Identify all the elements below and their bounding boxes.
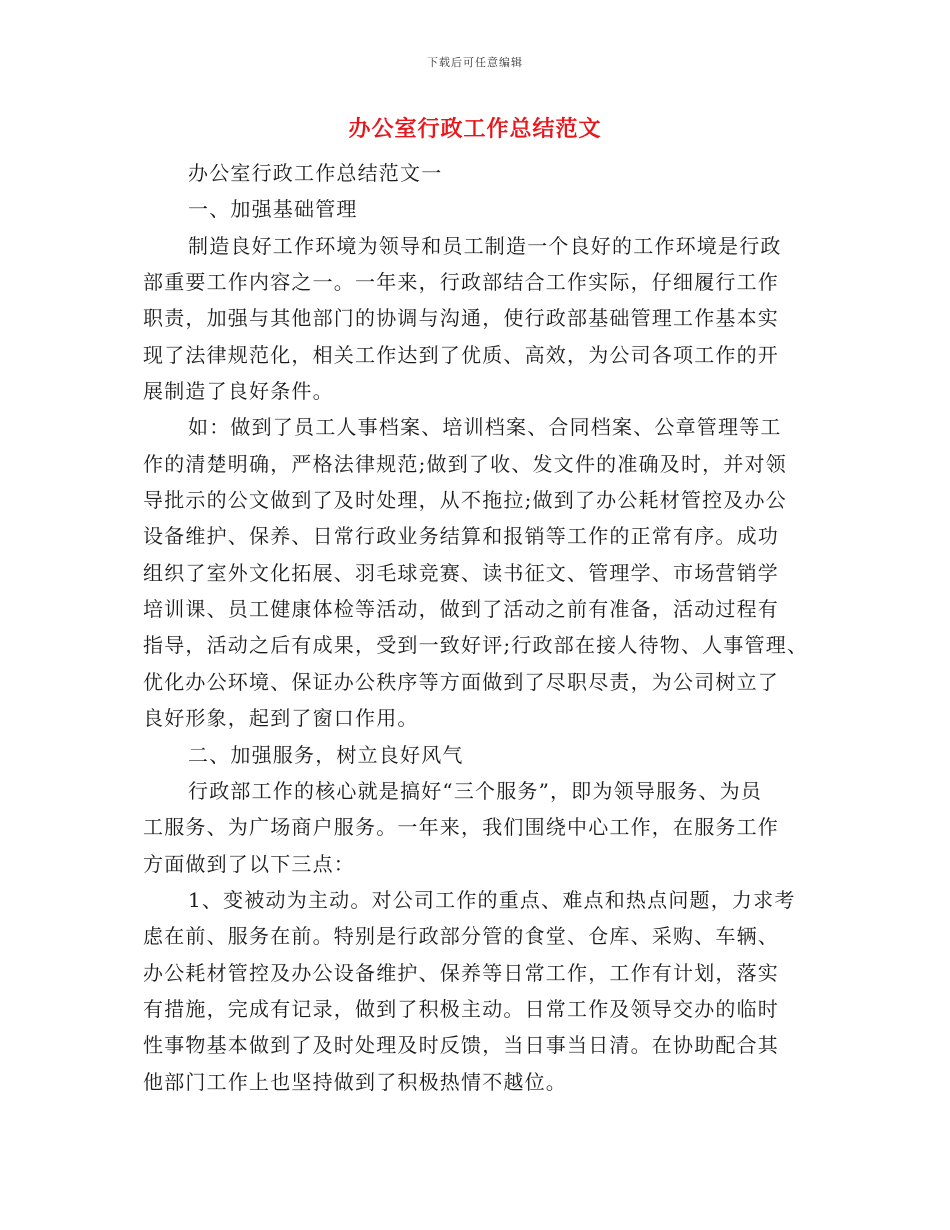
text-line: 办公室行政工作总结范文一 [188, 161, 443, 185]
text-line: 导批示的公文做到了及时处理，从不拖拉;做到了办公耗材管控及办公 [143, 488, 787, 513]
text-line: 虑在前、服务在前。特别是行政部分管的食堂、仓库、采购、车辆、 [143, 924, 779, 949]
text-line: 性事物基本做到了及时处理及时反馈，当日事当日清。在协助配合其 [143, 1033, 779, 1058]
header-note: 下载后可任意编辑 [427, 56, 523, 69]
text-line: 设备维护、保养、日常行政业务结算和报销等工作的正常有序。成功 [143, 524, 779, 549]
text-line: 职责，加强与其他部门的协调与沟通，使行政部基础管理工作基本实 [143, 306, 779, 331]
text-line: 培训课、员工健康体检等活动，做到了活动之前有准备，活动过程有 [143, 597, 779, 622]
document-title: 办公室行政工作总结范文 [348, 116, 602, 142]
document-body [143, 155, 815, 1100]
text-line: 优化办公环境、保证办公秩序等方面做到了尽职尽责，为公司树立了 [143, 669, 779, 694]
text-line: 组织了室外文化拓展、羽毛球竞赛、读书征文、管理学、市场营销学 [143, 560, 779, 585]
text-line: 有措施，完成有记录，做到了积极主动。日常工作及领导交办的临时 [143, 996, 779, 1021]
text-line: 如：做到了员工人事档案、培训档案、合同档案、公章管理等工 [188, 415, 782, 440]
text-line: 现了法律规范化，相关工作达到了优质、高效，为公司各项工作的开 [143, 342, 779, 367]
text-line: 展制造了良好条件。 [143, 379, 334, 404]
text-line: 行政部工作的核心就是搞好“三个服务”，即为领导服务、为员 [188, 778, 763, 803]
text-line: 二、加强服务，树立良好风气 [188, 742, 464, 767]
text-line: 作的清楚明确，严格法律规范;做到了收、发文件的准确及时，并对领 [143, 451, 787, 476]
text-line: 方面做到了以下三点： [143, 851, 355, 876]
text-line: 一、加强基础管理 [188, 197, 358, 222]
text-line: 办公耗材管控及办公设备维护、保养等日常工作，工作有计划，落实 [143, 960, 779, 985]
text-line: 制造良好工作环境为领导和员工制造一个良好的工作环境是行政 [188, 233, 782, 258]
text-line: 指导，活动之后有成果，受到一致好评;行政部在接人待物、人事管理、 [143, 633, 809, 658]
text-line: 良好形象，起到了窗口作用。 [143, 706, 419, 731]
text-line: 工服务、为广场商户服务。一年来，我们围绕中心工作，在服务工作 [143, 815, 779, 840]
text-line: 1、变被动为主动。对公司工作的重点、难点和热点问题，力求考 [188, 887, 796, 912]
text-line: 部重要工作内容之一。一年来，行政部结合工作实际，仔细履行工作 [143, 270, 779, 295]
text-line: 他部门工作上也坚持做到了积极热情不越位。 [143, 1069, 567, 1094]
